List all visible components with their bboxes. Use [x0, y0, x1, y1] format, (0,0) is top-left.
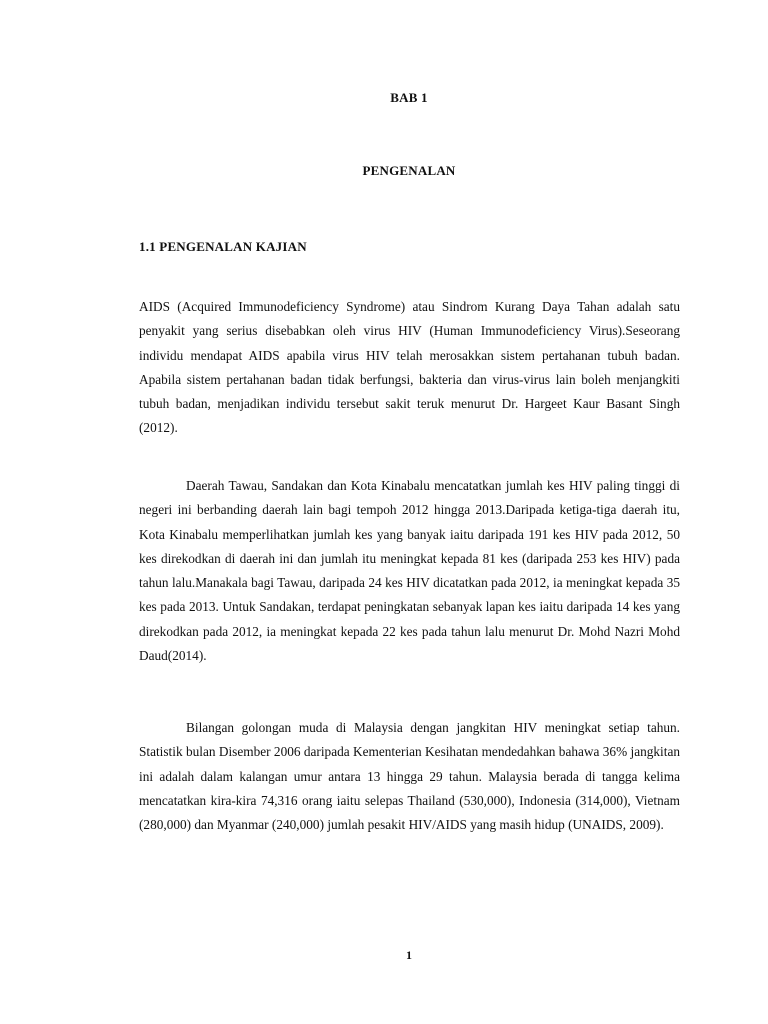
paragraph-youth-statistics: Bilangan golongan muda di Malaysia dengan jangkitan HIV meningkat setiap tahun. Statistik bulan Disember 2006 daripada Kementerian Kesihatan mendedahkan bahawa 36% jangkitan ini adalah dalam kalangan umur antara 13 hingga 29 tahun. Malaysia berada di tangga kelima mencatatkan kira-kira 74,316 orang iaitu selepas Thailand (530,000), Indonesia (314,000), Vietnam (280,000) dan Myanmar (240,000) jumlah pesakit HIV/AIDS yang masih hidup (UNAIDS, 2009).	[139, 720, 680, 833]
chapter-title: PENGENALAN	[362, 163, 456, 178]
section-heading: 1.1 PENGENALAN KAJIAN	[139, 239, 307, 254]
paragraph-aids-definition: AIDS (Acquired Immunodeficiency Syndrome) atau Sindrom Kurang Daya Tahan adalah satu penyakit yang serius disebabkan oleh virus HIV (Human Immunodeficiency Virus).Seseorang individu mendapat AIDS apabila virus HIV telah merosakkan sistem pertahanan tubuh badan. Apabila sistem pertahanan badan tidak berfungsi, bakteria dan virus-virus lain boleh menjangkiti tubuh badan, menjadikan individu tersebut sakit teruk menurut Dr. Hargeet Kaur Basant Singh (2012).	[139, 299, 680, 436]
page-number: 1	[406, 948, 412, 962]
chapter-label: BAB 1	[390, 90, 428, 105]
paragraph-sabah-cases: Daerah Tawau, Sandakan dan Kota Kinabalu mencatatkan jumlah kes HIV paling tinggi di negeri ini berbanding daerah lain bagi tempoh 2012 hingga 2013.Daripada ketiga-tiga daerah itu, Kota Kinabalu memperlihatkan jumlah kes yang banyak iaitu daripada 191 kes HIV pada 2012, 50 kes direkodkan di daerah ini dan jumlah itu meningkat kepada 81 kes (daripada 253 kes HIV) pada tahun lalu.Manakala bagi Tawau, daripada 24 kes HIV dicatatkan pada 2012, ia meningkat kepada 35 kes pada 2013. Untuk Sandakan, terdapat peningkatan sebanyak lapan kes iaitu daripada 14 kes yang direkodkan pada 2012, ia meningkat kepada 22 kes pada tahun lalu menurut Dr. Mohd Nazri Mohd Daud(2014).	[139, 478, 680, 664]
